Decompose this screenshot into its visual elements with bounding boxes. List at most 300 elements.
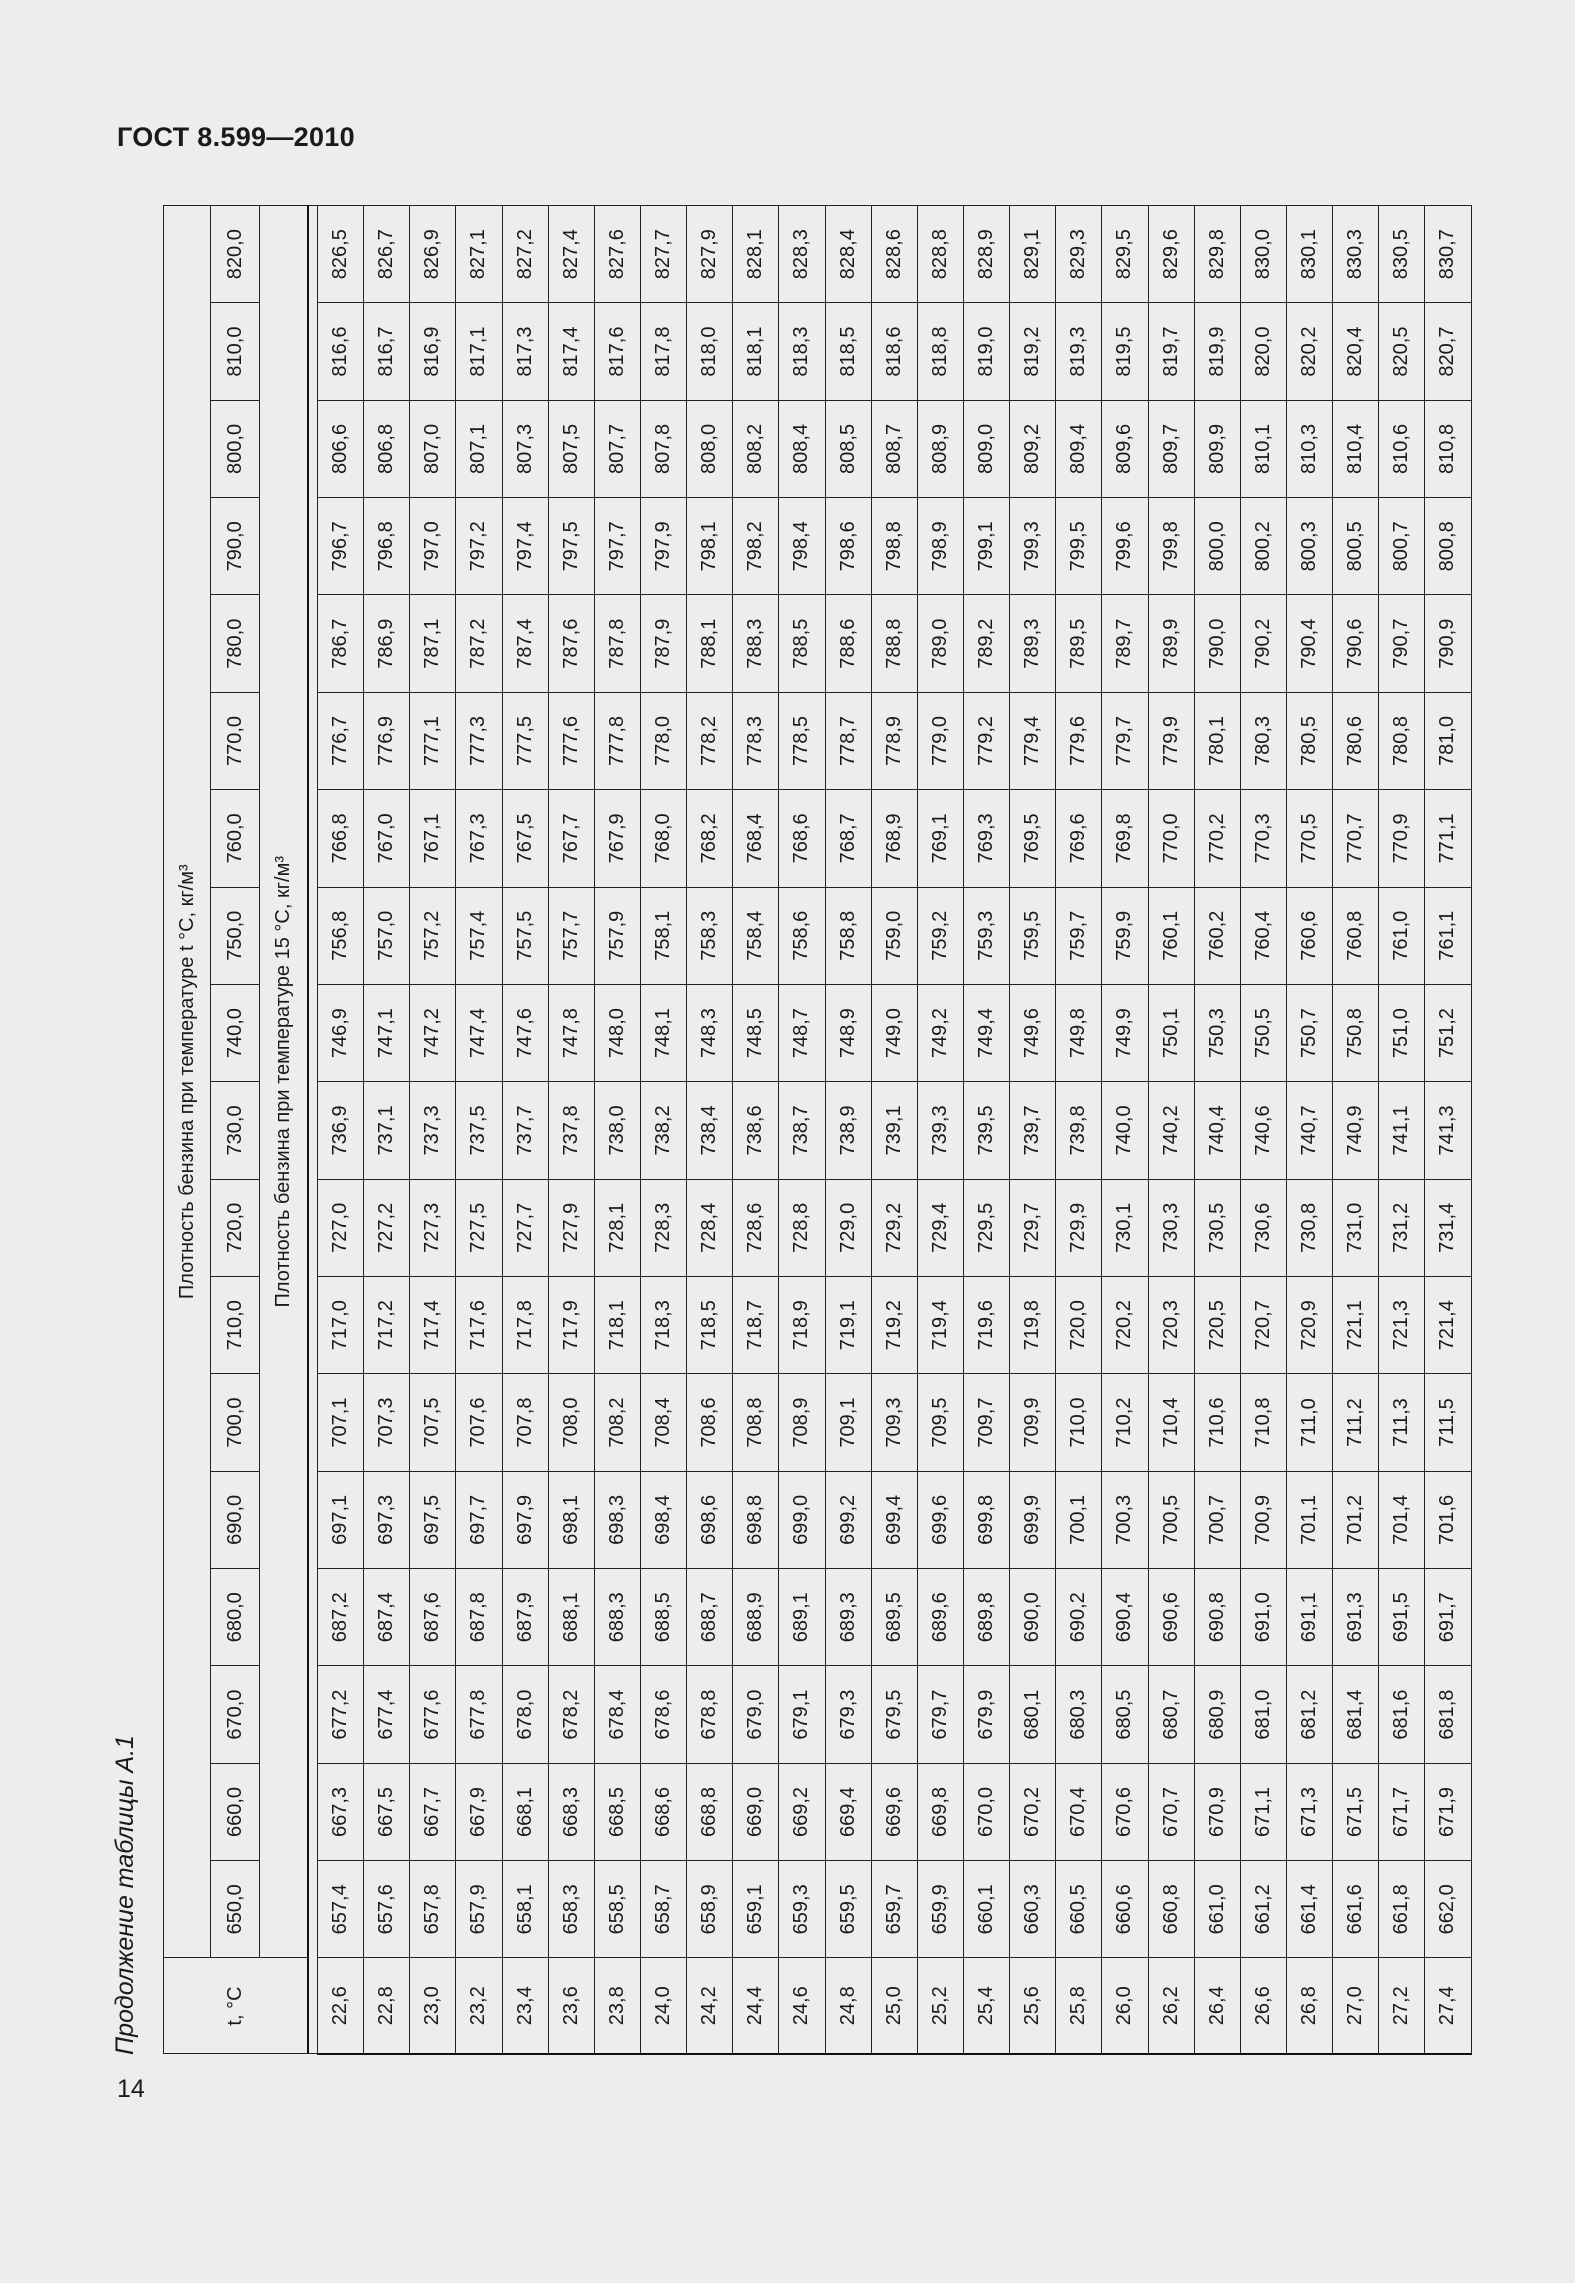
density-header-cell: 660,0 [211, 1763, 260, 1860]
table-row [917, 206, 963, 2055]
density-cell: 699,4 [871, 1471, 917, 1568]
density-cell: 787,6 [548, 595, 594, 692]
density-cell: 768,0 [640, 790, 686, 887]
density-cell: 770,2 [1194, 790, 1240, 887]
density-cell: 728,1 [594, 1179, 640, 1276]
density-cell: 710,6 [1194, 1374, 1240, 1471]
density-cell: 720,7 [1240, 1276, 1286, 1373]
density-cell: 670,0 [963, 1763, 1009, 1860]
density-cell: 659,9 [917, 1861, 963, 1958]
density-header-cell: 770,0 [211, 692, 260, 789]
density-cell: 830,7 [1425, 206, 1471, 303]
density-cell: 790,9 [1425, 595, 1471, 692]
temperature-cell: 25,0 [871, 1958, 917, 2054]
density-cell: 817,3 [502, 303, 548, 400]
density-cell: 759,5 [1010, 887, 1056, 984]
density-header-cell: 710,0 [211, 1276, 260, 1373]
temperature-cell: 27,2 [1379, 1958, 1425, 2054]
density-cell: 786,9 [364, 595, 410, 692]
density-cell: 729,0 [825, 1179, 871, 1276]
density-cell: 739,7 [1010, 1082, 1056, 1179]
density-cell: 797,0 [410, 498, 456, 595]
density-cell: 749,9 [1102, 984, 1148, 1081]
density-cell: 671,5 [1333, 1763, 1379, 1860]
density-cell: 807,7 [594, 400, 640, 497]
density-cell: 731,4 [1425, 1179, 1471, 1276]
density-cell: 826,5 [318, 206, 364, 303]
density-cell: 808,4 [779, 400, 825, 497]
density-cell: 806,8 [364, 400, 410, 497]
density-cell: 731,2 [1379, 1179, 1425, 1276]
density-cell: 690,2 [1056, 1569, 1102, 1666]
density-cell: 668,1 [502, 1763, 548, 1860]
density-cell: 808,9 [917, 400, 963, 497]
density-cell: 799,6 [1102, 498, 1148, 595]
density-cell: 687,4 [364, 1569, 410, 1666]
density-cell: 748,9 [825, 984, 871, 1081]
density-cell: 778,3 [733, 692, 779, 789]
density-cell: 667,7 [410, 1763, 456, 1860]
density-cell: 671,3 [1286, 1763, 1332, 1860]
density-cell: 790,4 [1286, 595, 1332, 692]
density-cell: 661,2 [1240, 1861, 1286, 1958]
density-cell: 830,5 [1379, 206, 1425, 303]
table-row [1286, 206, 1332, 2055]
density-cell: 740,0 [1102, 1082, 1148, 1179]
density-header-cell: 820,0 [211, 206, 260, 303]
rotated-table-container [163, 205, 1459, 2055]
density-cell: 818,3 [779, 303, 825, 400]
density-cell: 828,8 [917, 206, 963, 303]
density-cell: 768,2 [687, 790, 733, 887]
temperature-column-header: t, °C [164, 1958, 309, 2054]
density-cell: 730,6 [1240, 1179, 1286, 1276]
density-cell: 720,3 [1148, 1276, 1194, 1373]
density-cell: 721,1 [1333, 1276, 1379, 1373]
density-cell: 658,7 [640, 1861, 686, 1958]
density-cell: 817,4 [548, 303, 594, 400]
density-cell: 679,0 [733, 1666, 779, 1763]
density-cell: 657,8 [410, 1861, 456, 1958]
density-cell: 787,8 [594, 595, 640, 692]
density-cell: 690,0 [1010, 1569, 1056, 1666]
density-cell: 810,4 [1333, 400, 1379, 497]
density-cell: 738,2 [640, 1082, 686, 1179]
density-cell: 740,7 [1286, 1082, 1332, 1179]
density-at-15-header: Плотность бензина при температуре 15 °C, кг/м³ [260, 206, 309, 1959]
density-cell: 758,4 [733, 887, 779, 984]
density-cell: 717,8 [502, 1276, 548, 1373]
density-cell: 681,4 [1333, 1666, 1379, 1763]
density-cell: 720,0 [1056, 1276, 1102, 1373]
density-cell: 710,0 [1056, 1374, 1102, 1471]
temperature-cell: 24,4 [733, 1958, 779, 2054]
density-cell: 681,0 [1240, 1666, 1286, 1763]
density-cell: 691,0 [1240, 1569, 1286, 1666]
density-cell: 678,6 [640, 1666, 686, 1763]
density-cell: 680,7 [1148, 1666, 1194, 1763]
density-cell: 730,3 [1148, 1179, 1194, 1276]
density-cell: 729,7 [1010, 1179, 1056, 1276]
density-cell: 809,0 [963, 400, 1009, 497]
density-cell: 709,1 [825, 1374, 871, 1471]
density-header-cell: 740,0 [211, 984, 260, 1081]
density-cell: 708,0 [548, 1374, 594, 1471]
density-cell: 739,3 [917, 1082, 963, 1179]
density-cell: 760,1 [1148, 887, 1194, 984]
document-title: ГОСТ 8.599—2010 [117, 122, 355, 152]
density-header-cell: 670,0 [211, 1666, 260, 1763]
temperature-cell: 25,4 [963, 1958, 1009, 2054]
density-cell: 727,0 [318, 1179, 364, 1276]
density-cell: 747,4 [456, 984, 502, 1081]
density-cell: 800,0 [1194, 498, 1240, 595]
density-cell: 700,3 [1102, 1471, 1148, 1568]
density-cell: 661,4 [1286, 1861, 1332, 1958]
density-cell: 730,5 [1194, 1179, 1240, 1276]
density-cell: 766,8 [318, 790, 364, 887]
density-cell: 820,2 [1286, 303, 1332, 400]
density-cell: 667,3 [318, 1763, 364, 1860]
density-cell: 819,3 [1056, 303, 1102, 400]
page-number: 14 [117, 2075, 145, 2103]
density-cell: 790,0 [1194, 595, 1240, 692]
density-cell: 728,6 [733, 1179, 779, 1276]
density-cell: 681,2 [1286, 1666, 1332, 1763]
density-cell: 827,2 [502, 206, 548, 303]
density-cell: 797,7 [594, 498, 640, 595]
temperature-cell: 26,8 [1286, 1958, 1332, 2054]
density-cell: 817,6 [594, 303, 640, 400]
density-cell: 809,2 [1010, 400, 1056, 497]
density-cell: 668,6 [640, 1763, 686, 1860]
density-cell: 701,1 [1286, 1471, 1332, 1568]
density-cell: 829,5 [1102, 206, 1148, 303]
density-cell: 818,0 [687, 303, 733, 400]
density-cell: 769,6 [1056, 790, 1102, 887]
density-cell: 691,3 [1333, 1569, 1379, 1666]
density-cell: 770,3 [1240, 790, 1286, 887]
density-cell: 787,2 [456, 595, 502, 692]
temperature-cell: 26,4 [1194, 1958, 1240, 2054]
density-cell: 768,4 [733, 790, 779, 887]
density-cell: 829,1 [1010, 206, 1056, 303]
density-cell: 819,2 [1010, 303, 1056, 400]
density-cell: 757,7 [548, 887, 594, 984]
density-cell: 789,5 [1056, 595, 1102, 692]
density-header-cell: 790,0 [211, 498, 260, 595]
density-cell: 709,3 [871, 1374, 917, 1471]
density-cell: 668,5 [594, 1763, 640, 1860]
density-cell: 788,1 [687, 595, 733, 692]
density-cell: 760,6 [1286, 887, 1332, 984]
temperature-cell: 22,8 [364, 1958, 410, 2054]
density-cell: 747,6 [502, 984, 548, 1081]
density-cell: 678,8 [687, 1666, 733, 1763]
density-cell: 679,9 [963, 1666, 1009, 1763]
density-cell: 730,8 [1286, 1179, 1332, 1276]
density-cell: 727,3 [410, 1179, 456, 1276]
density-cell: 778,9 [871, 692, 917, 789]
density-cell: 740,4 [1194, 1082, 1240, 1179]
density-cell: 719,4 [917, 1276, 963, 1373]
density-cell: 727,7 [502, 1179, 548, 1276]
temperature-cell: 24,2 [687, 1958, 733, 2054]
density-cell: 758,8 [825, 887, 871, 984]
table-row [963, 206, 1009, 2055]
density-cell: 718,5 [687, 1276, 733, 1373]
density-cell: 669,6 [871, 1763, 917, 1860]
density-cell: 697,9 [502, 1471, 548, 1568]
density-cell: 707,3 [364, 1374, 410, 1471]
density-cell: 810,8 [1425, 400, 1471, 497]
density-cell: 760,4 [1240, 887, 1286, 984]
density-header-cell: 700,0 [211, 1374, 260, 1471]
density-cell: 818,6 [871, 303, 917, 400]
density-cell: 771,1 [1425, 790, 1471, 887]
density-cell: 748,7 [779, 984, 825, 1081]
density-cell: 827,9 [687, 206, 733, 303]
density-cell: 788,6 [825, 595, 871, 692]
density-cell: 798,6 [825, 498, 871, 595]
density-cell: 767,7 [548, 790, 594, 887]
density-cell: 662,0 [1425, 1861, 1471, 1958]
density-cell: 778,2 [687, 692, 733, 789]
density-cell: 737,8 [548, 1082, 594, 1179]
density-cell: 800,2 [1240, 498, 1286, 595]
density-cell: 728,3 [640, 1179, 686, 1276]
density-cell: 717,4 [410, 1276, 456, 1373]
density-cell: 807,5 [548, 400, 594, 497]
density-cell: 738,0 [594, 1082, 640, 1179]
density-cell: 738,9 [825, 1082, 871, 1179]
density-cell: 798,4 [779, 498, 825, 595]
density-cell: 727,5 [456, 1179, 502, 1276]
density-cell: 777,6 [548, 692, 594, 789]
density-cell: 729,4 [917, 1179, 963, 1276]
temperature-cell: 26,2 [1148, 1958, 1194, 2054]
density-cell: 807,8 [640, 400, 686, 497]
density-cell: 800,7 [1379, 498, 1425, 595]
density-cell: 767,3 [456, 790, 502, 887]
density-cell: 750,1 [1148, 984, 1194, 1081]
density-cell: 729,5 [963, 1179, 1009, 1276]
density-cell: 710,4 [1148, 1374, 1194, 1471]
density-cell: 760,8 [1333, 887, 1379, 984]
density-cell: 779,7 [1102, 692, 1148, 789]
density-cell: 687,9 [502, 1569, 548, 1666]
temperature-cell: 23,2 [456, 1958, 502, 2054]
density-cell: 748,0 [594, 984, 640, 1081]
density-cell: 660,8 [1148, 1861, 1194, 1958]
density-cell: 670,4 [1056, 1763, 1102, 1860]
density-cell: 669,8 [917, 1763, 963, 1860]
density-cell: 796,8 [364, 498, 410, 595]
density-cell: 758,3 [687, 887, 733, 984]
density-cell: 670,9 [1194, 1763, 1240, 1860]
density-cell: 800,5 [1333, 498, 1379, 595]
table-row [1425, 206, 1471, 2055]
density-cell: 689,3 [825, 1569, 871, 1666]
density-cell: 670,2 [1010, 1763, 1056, 1860]
density-cell: 757,5 [502, 887, 548, 984]
density-header-cell: 720,0 [211, 1179, 260, 1276]
density-cell: 660,6 [1102, 1861, 1148, 1958]
density-cell: 790,6 [1333, 595, 1379, 692]
density-cell: 697,1 [318, 1471, 364, 1568]
density-cell: 717,6 [456, 1276, 502, 1373]
density-cell: 718,7 [733, 1276, 779, 1373]
density-cell: 830,1 [1286, 206, 1332, 303]
density-cell: 830,3 [1333, 206, 1379, 303]
density-cell: 679,7 [917, 1666, 963, 1763]
density-cell: 737,7 [502, 1082, 548, 1179]
density-cell: 718,1 [594, 1276, 640, 1373]
temperature-cell: 23,8 [594, 1958, 640, 2054]
density-cell: 679,3 [825, 1666, 871, 1763]
density-cell: 677,2 [318, 1666, 364, 1763]
temperature-cell: 22,6 [318, 1958, 364, 2054]
temperature-cell: 25,8 [1056, 1958, 1102, 2054]
density-cell: 741,1 [1379, 1082, 1425, 1179]
density-cell: 748,1 [640, 984, 686, 1081]
density-header-cell: 680,0 [211, 1569, 260, 1666]
density-cell: 680,5 [1102, 1666, 1148, 1763]
density-cell: 778,0 [640, 692, 686, 789]
density-cell: 708,9 [779, 1374, 825, 1471]
density-cell: 826,9 [410, 206, 456, 303]
table-row [825, 206, 871, 2055]
density-cell: 697,7 [456, 1471, 502, 1568]
density-cell: 808,2 [733, 400, 779, 497]
density-cell: 729,9 [1056, 1179, 1102, 1276]
density-cell: 787,9 [640, 595, 686, 692]
density-cell: 798,1 [687, 498, 733, 595]
temperature-cell: 26,6 [1240, 1958, 1286, 2054]
density-cell: 777,5 [502, 692, 548, 789]
density-cell: 678,0 [502, 1666, 548, 1763]
density-cell: 750,5 [1240, 984, 1286, 1081]
density-header-cell: 800,0 [211, 400, 260, 497]
density-cell: 707,1 [318, 1374, 364, 1471]
density-cell: 780,8 [1379, 692, 1425, 789]
density-cell: 719,2 [871, 1276, 917, 1373]
density-cell: 757,9 [594, 887, 640, 984]
density-cell: 690,8 [1194, 1569, 1240, 1666]
temperature-cell: 27,0 [1333, 1958, 1379, 2054]
density-cell: 789,9 [1148, 595, 1194, 692]
density-cell: 776,7 [318, 692, 364, 789]
density-cell: 681,8 [1425, 1666, 1471, 1763]
density-cell: 711,0 [1286, 1374, 1332, 1471]
density-cell: 687,2 [318, 1569, 364, 1666]
density-cell: 669,2 [779, 1763, 825, 1860]
density-cell: 759,0 [871, 887, 917, 984]
density-cell: 749,4 [963, 984, 1009, 1081]
density-cell: 667,9 [456, 1763, 502, 1860]
density-cell: 730,1 [1102, 1179, 1148, 1276]
density-cell: 799,5 [1056, 498, 1102, 595]
density-cell: 777,8 [594, 692, 640, 789]
temperature-cell: 23,6 [548, 1958, 594, 2054]
density-cell: 658,3 [548, 1861, 594, 1958]
density-cell: 708,8 [733, 1374, 779, 1471]
density-cell: 779,6 [1056, 692, 1102, 789]
density-cell: 741,3 [1425, 1082, 1471, 1179]
density-cell: 729,2 [871, 1179, 917, 1276]
density-cell: 779,4 [1010, 692, 1056, 789]
temperature-cell: 25,6 [1010, 1958, 1056, 2054]
density-cell: 687,8 [456, 1569, 502, 1666]
density-cell: 678,2 [548, 1666, 594, 1763]
density-cell: 709,5 [917, 1374, 963, 1471]
table-row [1148, 206, 1194, 2055]
density-cell: 817,1 [456, 303, 502, 400]
density-cell: 718,9 [779, 1276, 825, 1373]
density-cell: 679,1 [779, 1666, 825, 1763]
density-cell: 688,7 [687, 1569, 733, 1666]
density-cell: 780,3 [1240, 692, 1286, 789]
density-cell: 799,3 [1010, 498, 1056, 595]
table-row [779, 206, 825, 2055]
density-cell: 690,4 [1102, 1569, 1148, 1666]
density-cell: 809,7 [1148, 400, 1194, 497]
density-cell: 770,5 [1286, 790, 1332, 887]
density-cell: 787,1 [410, 595, 456, 692]
density-cell: 720,9 [1286, 1276, 1332, 1373]
density-cell: 661,6 [1333, 1861, 1379, 1958]
density-cell: 721,3 [1379, 1276, 1425, 1373]
density-cell: 827,1 [456, 206, 502, 303]
density-cell: 760,2 [1194, 887, 1240, 984]
temperature-cell: 24,0 [640, 1958, 686, 2054]
density-cell: 669,4 [825, 1763, 871, 1860]
density-cell: 787,4 [502, 595, 548, 692]
density-cell: 688,5 [640, 1569, 686, 1666]
table-body [308, 206, 1471, 2055]
density-cell: 810,6 [1379, 400, 1425, 497]
density-cell: 658,9 [687, 1861, 733, 1958]
density-cell: 677,8 [456, 1666, 502, 1763]
density-cell: 809,6 [1102, 400, 1148, 497]
density-cell: 807,1 [456, 400, 502, 497]
density-cell: 717,0 [318, 1276, 364, 1373]
density-cell: 728,8 [779, 1179, 825, 1276]
density-cell: 807,3 [502, 400, 548, 497]
density-cell: 737,1 [364, 1082, 410, 1179]
density-cell: 659,5 [825, 1861, 871, 1958]
density-cell: 827,6 [594, 206, 640, 303]
density-cell: 779,9 [1148, 692, 1194, 789]
table-row [1333, 206, 1379, 2055]
density-cell: 818,5 [825, 303, 871, 400]
density-cell: 671,7 [1379, 1763, 1425, 1860]
density-cell: 759,3 [963, 887, 1009, 984]
density-cell: 798,8 [871, 498, 917, 595]
density-cell: 798,9 [917, 498, 963, 595]
density-cell: 657,6 [364, 1861, 410, 1958]
density-cell: 668,3 [548, 1763, 594, 1860]
density-cell: 769,1 [917, 790, 963, 887]
density-cell: 799,1 [963, 498, 1009, 595]
density-cell: 827,7 [640, 206, 686, 303]
density-cell: 681,6 [1379, 1666, 1425, 1763]
density-cell: 687,6 [410, 1569, 456, 1666]
table-row [410, 206, 456, 2055]
density-cell: 697,5 [410, 1471, 456, 1568]
density-cell: 829,8 [1194, 206, 1240, 303]
density-cell: 688,1 [548, 1569, 594, 1666]
